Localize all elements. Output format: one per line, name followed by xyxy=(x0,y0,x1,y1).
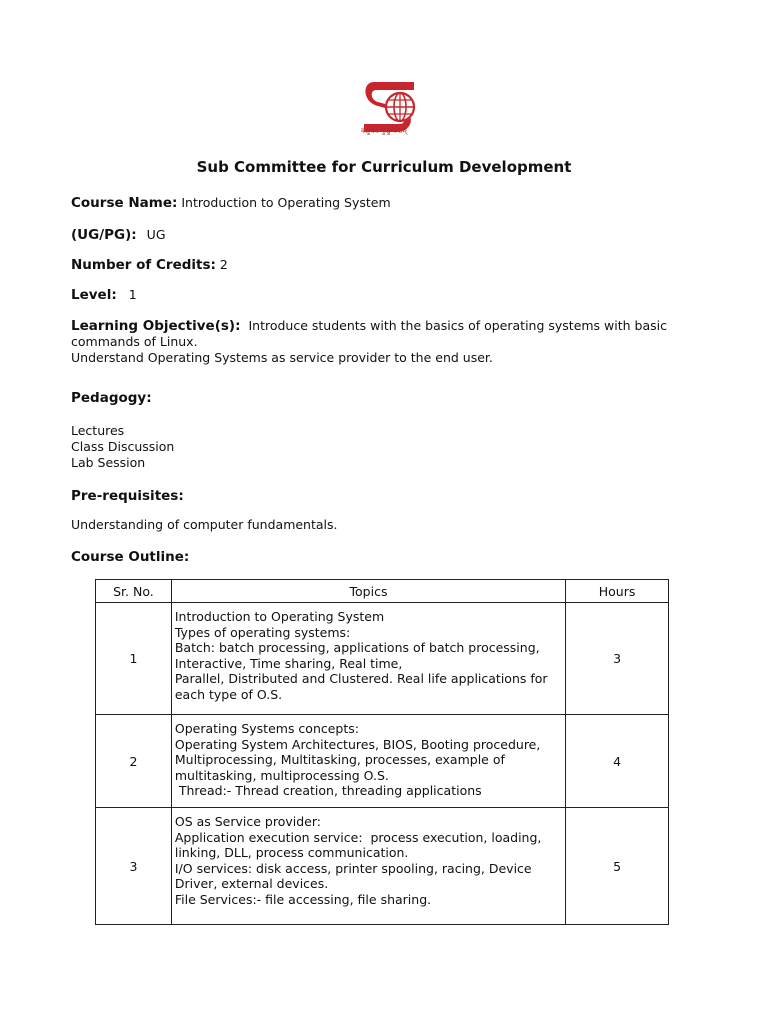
topic-line: each type of O.S. xyxy=(174,686,283,702)
table-row xyxy=(96,603,669,715)
topic-line: Introduction to Operating System xyxy=(174,609,385,624)
course-outline-table xyxy=(95,579,669,925)
column-header-sr: Sr. No. xyxy=(96,580,172,603)
objective-text-1: Introduce students with the basics of operating systems with basic commands of Linux. xyxy=(71,318,667,349)
column-header-topics: Topics xyxy=(171,580,565,603)
topic-line: Thread:- Thread creation, threading applications xyxy=(174,783,482,798)
topic-line: I/O services: disk access, printer spooling, racing, Device xyxy=(174,860,532,876)
ugpg-value: UG xyxy=(146,227,166,242)
topics-cell xyxy=(171,808,565,925)
topic-line: File Services:- file accessing, file sharing. xyxy=(174,891,432,907)
table-row xyxy=(96,808,669,925)
topic-line: Types of operating systems: xyxy=(174,624,351,640)
hours-cell: 5 xyxy=(566,808,669,925)
course-name-label: Course Name: xyxy=(71,195,178,211)
topic-line: Parallel, Distributed and Clustered. Real life applications for xyxy=(174,671,548,686)
page-title: Sub Committee for Curriculum Development xyxy=(196,158,572,176)
topic-line: Multiprocessing, Multitasking, processes, example of xyxy=(174,752,505,767)
sr-cell: 2 xyxy=(96,715,172,808)
topic-line: Application execution service: process execution, loading, xyxy=(174,829,542,845)
table-header-row xyxy=(96,580,669,603)
credits-value: 2 xyxy=(219,257,228,272)
pedagogy-list xyxy=(71,423,174,471)
topic-line: OS as Service provider: xyxy=(174,814,321,829)
course-outline-heading: Course Outline: xyxy=(71,549,190,565)
credits-field xyxy=(71,257,228,273)
objective-text-2: Understand Operating Systems as service provider to the end user. xyxy=(71,350,493,365)
topic-line: Operating System Architectures, BIOS, Booting procedure, xyxy=(174,736,541,752)
objective-label: Learning Objective(s): xyxy=(71,318,241,334)
logo-motto: वसुधैव कुटुम्बकम् xyxy=(361,127,407,135)
credits-label: Number of Credits: xyxy=(71,257,216,273)
topics-cell xyxy=(171,603,565,715)
list-item: Class Discussion xyxy=(71,439,175,454)
topic-line: Driver, external devices. xyxy=(174,876,329,891)
level-field xyxy=(71,287,137,303)
ugpg-label: (UG/PG): xyxy=(71,227,137,243)
topic-line: multitasking, multiprocessing O.S. xyxy=(174,767,389,783)
pedagogy-heading: Pedagogy: xyxy=(71,390,152,406)
hours-cell: 3 xyxy=(566,603,669,715)
table-row xyxy=(96,715,669,808)
learning-objective xyxy=(71,318,691,366)
course-name-field xyxy=(71,195,391,211)
sr-cell: 3 xyxy=(96,808,172,925)
list-item: Lectures xyxy=(71,423,125,438)
topic-line: Operating Systems concepts: xyxy=(174,721,359,736)
topic-line: Batch: batch processing, applications of batch processing, xyxy=(174,640,540,655)
list-item: Lab Session xyxy=(71,455,146,470)
ugpg-field xyxy=(71,227,166,243)
level-label: Level: xyxy=(71,287,117,303)
column-header-hours: Hours xyxy=(566,580,669,603)
prerequisites-heading: Pre-requisites: xyxy=(71,488,184,504)
sr-cell: 1 xyxy=(96,603,172,715)
course-name-value: Introduction to Operating System xyxy=(181,195,391,210)
topic-line: Interactive, Time sharing, Real time, xyxy=(174,655,403,671)
topics-cell xyxy=(171,715,565,808)
level-value: 1 xyxy=(128,287,137,302)
topic-line: linking, DLL, process communication. xyxy=(174,845,409,860)
hours-cell: 4 xyxy=(566,715,669,808)
prerequisites-text: Understanding of computer fundamentals. xyxy=(71,517,338,532)
